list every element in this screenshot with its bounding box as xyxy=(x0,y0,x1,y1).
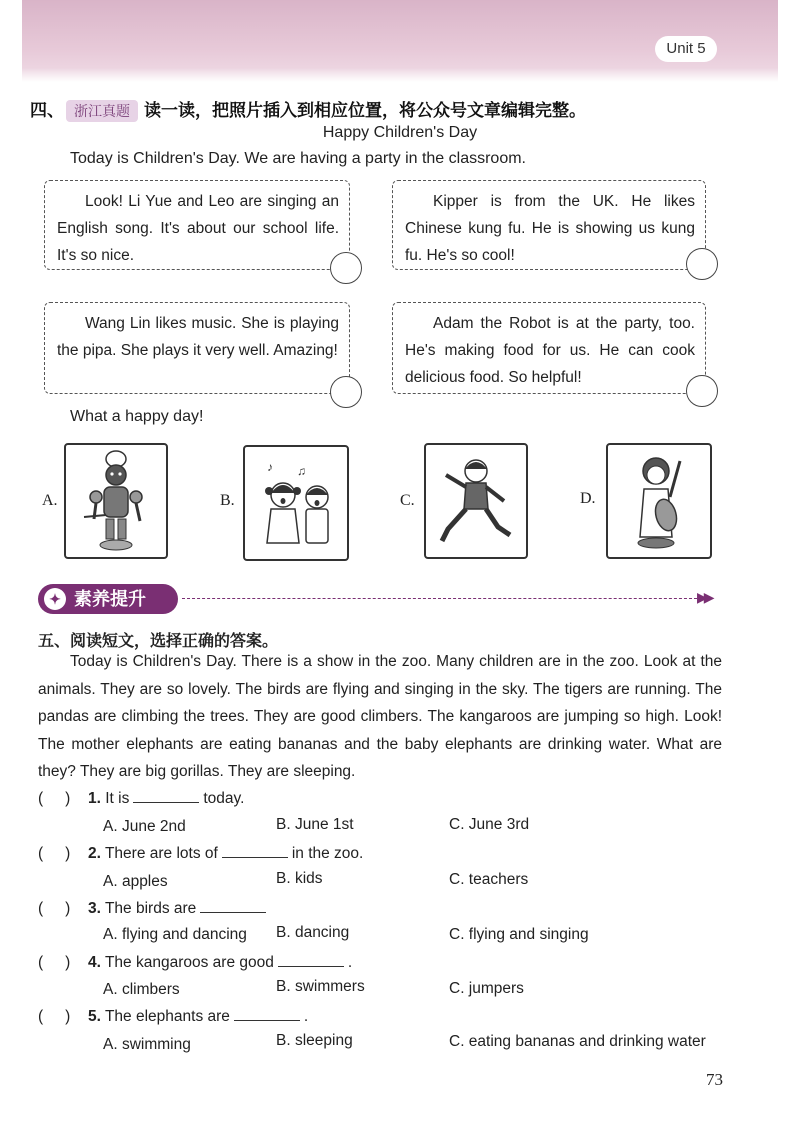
double-arrow-icon: ▶▶ xyxy=(697,589,711,605)
answer-blank[interactable] xyxy=(200,900,266,913)
paren-open: ( xyxy=(38,900,44,917)
question-text: The elephants are xyxy=(104,1008,230,1025)
part4-instruction: 读一读，把照片插入到相应位置，将公众号文章编辑完整。 xyxy=(144,101,586,120)
robot-chef-icon xyxy=(66,445,166,557)
lightbulb-icon: ✦ xyxy=(44,588,66,610)
option-5b[interactable]: B. sleeping xyxy=(276,1032,353,1049)
exam-source-tag: 浙江真题 xyxy=(66,100,138,122)
picture-a[interactable] xyxy=(64,443,168,559)
option-2a[interactable]: A. apples xyxy=(103,873,168,890)
question-number: 1. xyxy=(88,790,101,807)
part5-instruction: 五、阅读短文，选择正确的答案。 xyxy=(38,633,279,650)
answer-paren-1[interactable]: ( ) xyxy=(38,790,71,807)
unit-label: Unit 5 xyxy=(655,36,717,62)
question-number: 3. xyxy=(88,900,101,917)
page-number: 73 xyxy=(706,1070,723,1089)
option-5c[interactable]: C. eating bananas and drinking water xyxy=(449,1033,706,1050)
picture-b[interactable] xyxy=(243,445,349,561)
text-box-2-text: Kipper is from the UK. He likes Chinese kung fu. He is showing us kung fu. He's so cool! xyxy=(405,193,695,264)
paren-open: ( xyxy=(38,1008,44,1025)
option-4a[interactable]: A. climbers xyxy=(103,981,180,998)
picture-label-a: A. xyxy=(42,492,58,509)
answer-paren-2[interactable]: ( ) xyxy=(38,845,71,862)
question-text-end: . xyxy=(303,1008,309,1025)
svg-text:♫: ♫ xyxy=(297,464,306,478)
text-box-3 xyxy=(44,302,350,394)
text-box-4-text: Adam the Robot is at the party, too. He's making food for us. He can cook delicious food. So helpful! xyxy=(405,315,695,386)
article-title: Happy Children's Day xyxy=(322,124,478,141)
option-3c[interactable]: C. flying and singing xyxy=(449,926,589,943)
picture-c[interactable] xyxy=(424,443,528,559)
section-title: 素养提升 xyxy=(74,589,146,609)
question-2 xyxy=(38,845,363,863)
option-1c[interactable]: C. June 3rd xyxy=(449,816,530,833)
question-number: 2. xyxy=(88,845,101,862)
answer-paren-4[interactable]: ( ) xyxy=(38,954,71,971)
picture-d[interactable] xyxy=(606,443,712,559)
option-1b[interactable]: B. June 1st xyxy=(276,816,354,833)
text-box-1 xyxy=(44,180,350,270)
option-3a[interactable]: A. flying and dancing xyxy=(103,926,247,943)
question-3 xyxy=(38,900,270,918)
question-text: There are lots of xyxy=(104,845,218,862)
question-text-end: . xyxy=(347,954,353,971)
singing-children-icon xyxy=(245,447,347,559)
option-2c[interactable]: C. teachers xyxy=(449,871,529,888)
answer-circle-2[interactable] xyxy=(686,248,718,280)
question-number: 5. xyxy=(88,1008,101,1025)
text-box-2 xyxy=(392,180,706,270)
part4-heading xyxy=(30,96,586,122)
question-4 xyxy=(38,954,352,972)
answer-blank[interactable] xyxy=(133,790,199,803)
option-4c[interactable]: C. jumpers xyxy=(449,980,524,997)
answer-circle-3[interactable] xyxy=(330,376,362,408)
reading-passage xyxy=(38,648,722,786)
text-box-1-text: Look! Li Yue and Leo are singing an English song. It's about our school life. It's so nice. xyxy=(57,193,339,264)
question-text: The birds are xyxy=(104,900,197,917)
question-text-end: in the zoo. xyxy=(291,845,364,862)
picture-label-c: C. xyxy=(400,492,415,509)
paren-open: ( xyxy=(38,954,44,971)
question-text-end: today. xyxy=(203,790,245,807)
text-box-4 xyxy=(392,302,706,394)
answer-blank[interactable] xyxy=(278,954,344,967)
option-4b[interactable]: B. swimmers xyxy=(276,978,365,995)
answer-circle-1[interactable] xyxy=(330,252,362,284)
option-3b[interactable]: B. dancing xyxy=(276,924,350,941)
picture-label-b: B. xyxy=(220,492,235,509)
paren-open: ( xyxy=(38,790,44,807)
passage-text: Today is Children's Day. There is a show in the zoo. Many children are in the zoo. Look at the animals. They are so lovely. The birds are flying and singing in the sky. The tigers are running. The pandas are climbing the trees. They are good climbers. The kangaroos are jumping so high. Look! The mother elephants are eating bananas and the baby elephants are drinking water. What are they? They are big gorillas. They are sleeping. xyxy=(38,653,722,780)
question-text: The kangaroos are good xyxy=(104,954,274,971)
article-intro: Today is Children's Day. We are having a party in the classroom. xyxy=(70,150,526,167)
kung-fu-boy-icon xyxy=(426,445,526,557)
option-5a[interactable]: A. swimming xyxy=(103,1036,191,1053)
question-text: It is xyxy=(105,790,130,807)
question-1 xyxy=(38,790,244,808)
question-5 xyxy=(38,1008,308,1026)
option-2b[interactable]: B. kids xyxy=(276,870,323,887)
answer-blank[interactable] xyxy=(222,845,288,858)
girl-playing-pipa-icon xyxy=(608,445,710,557)
answer-circle-4[interactable] xyxy=(686,375,718,407)
section-badge xyxy=(38,584,178,614)
paren-open: ( xyxy=(38,845,44,862)
answer-paren-5[interactable]: ( ) xyxy=(38,1008,71,1025)
question-number: 4. xyxy=(88,954,101,971)
answer-paren-3[interactable]: ( ) xyxy=(38,900,71,917)
section-divider xyxy=(182,598,697,599)
picture-label-d: D. xyxy=(580,490,596,507)
part4-number: 四、 xyxy=(30,101,64,120)
answer-blank[interactable] xyxy=(234,1008,300,1021)
text-box-3-text: Wang Lin likes music. She is playing the pipa. She plays it very well. Amazing! xyxy=(57,315,339,359)
closing-line: What a happy day! xyxy=(70,408,204,425)
svg-text:♪: ♪ xyxy=(267,460,273,474)
option-1a[interactable]: A. June 2nd xyxy=(103,818,186,835)
